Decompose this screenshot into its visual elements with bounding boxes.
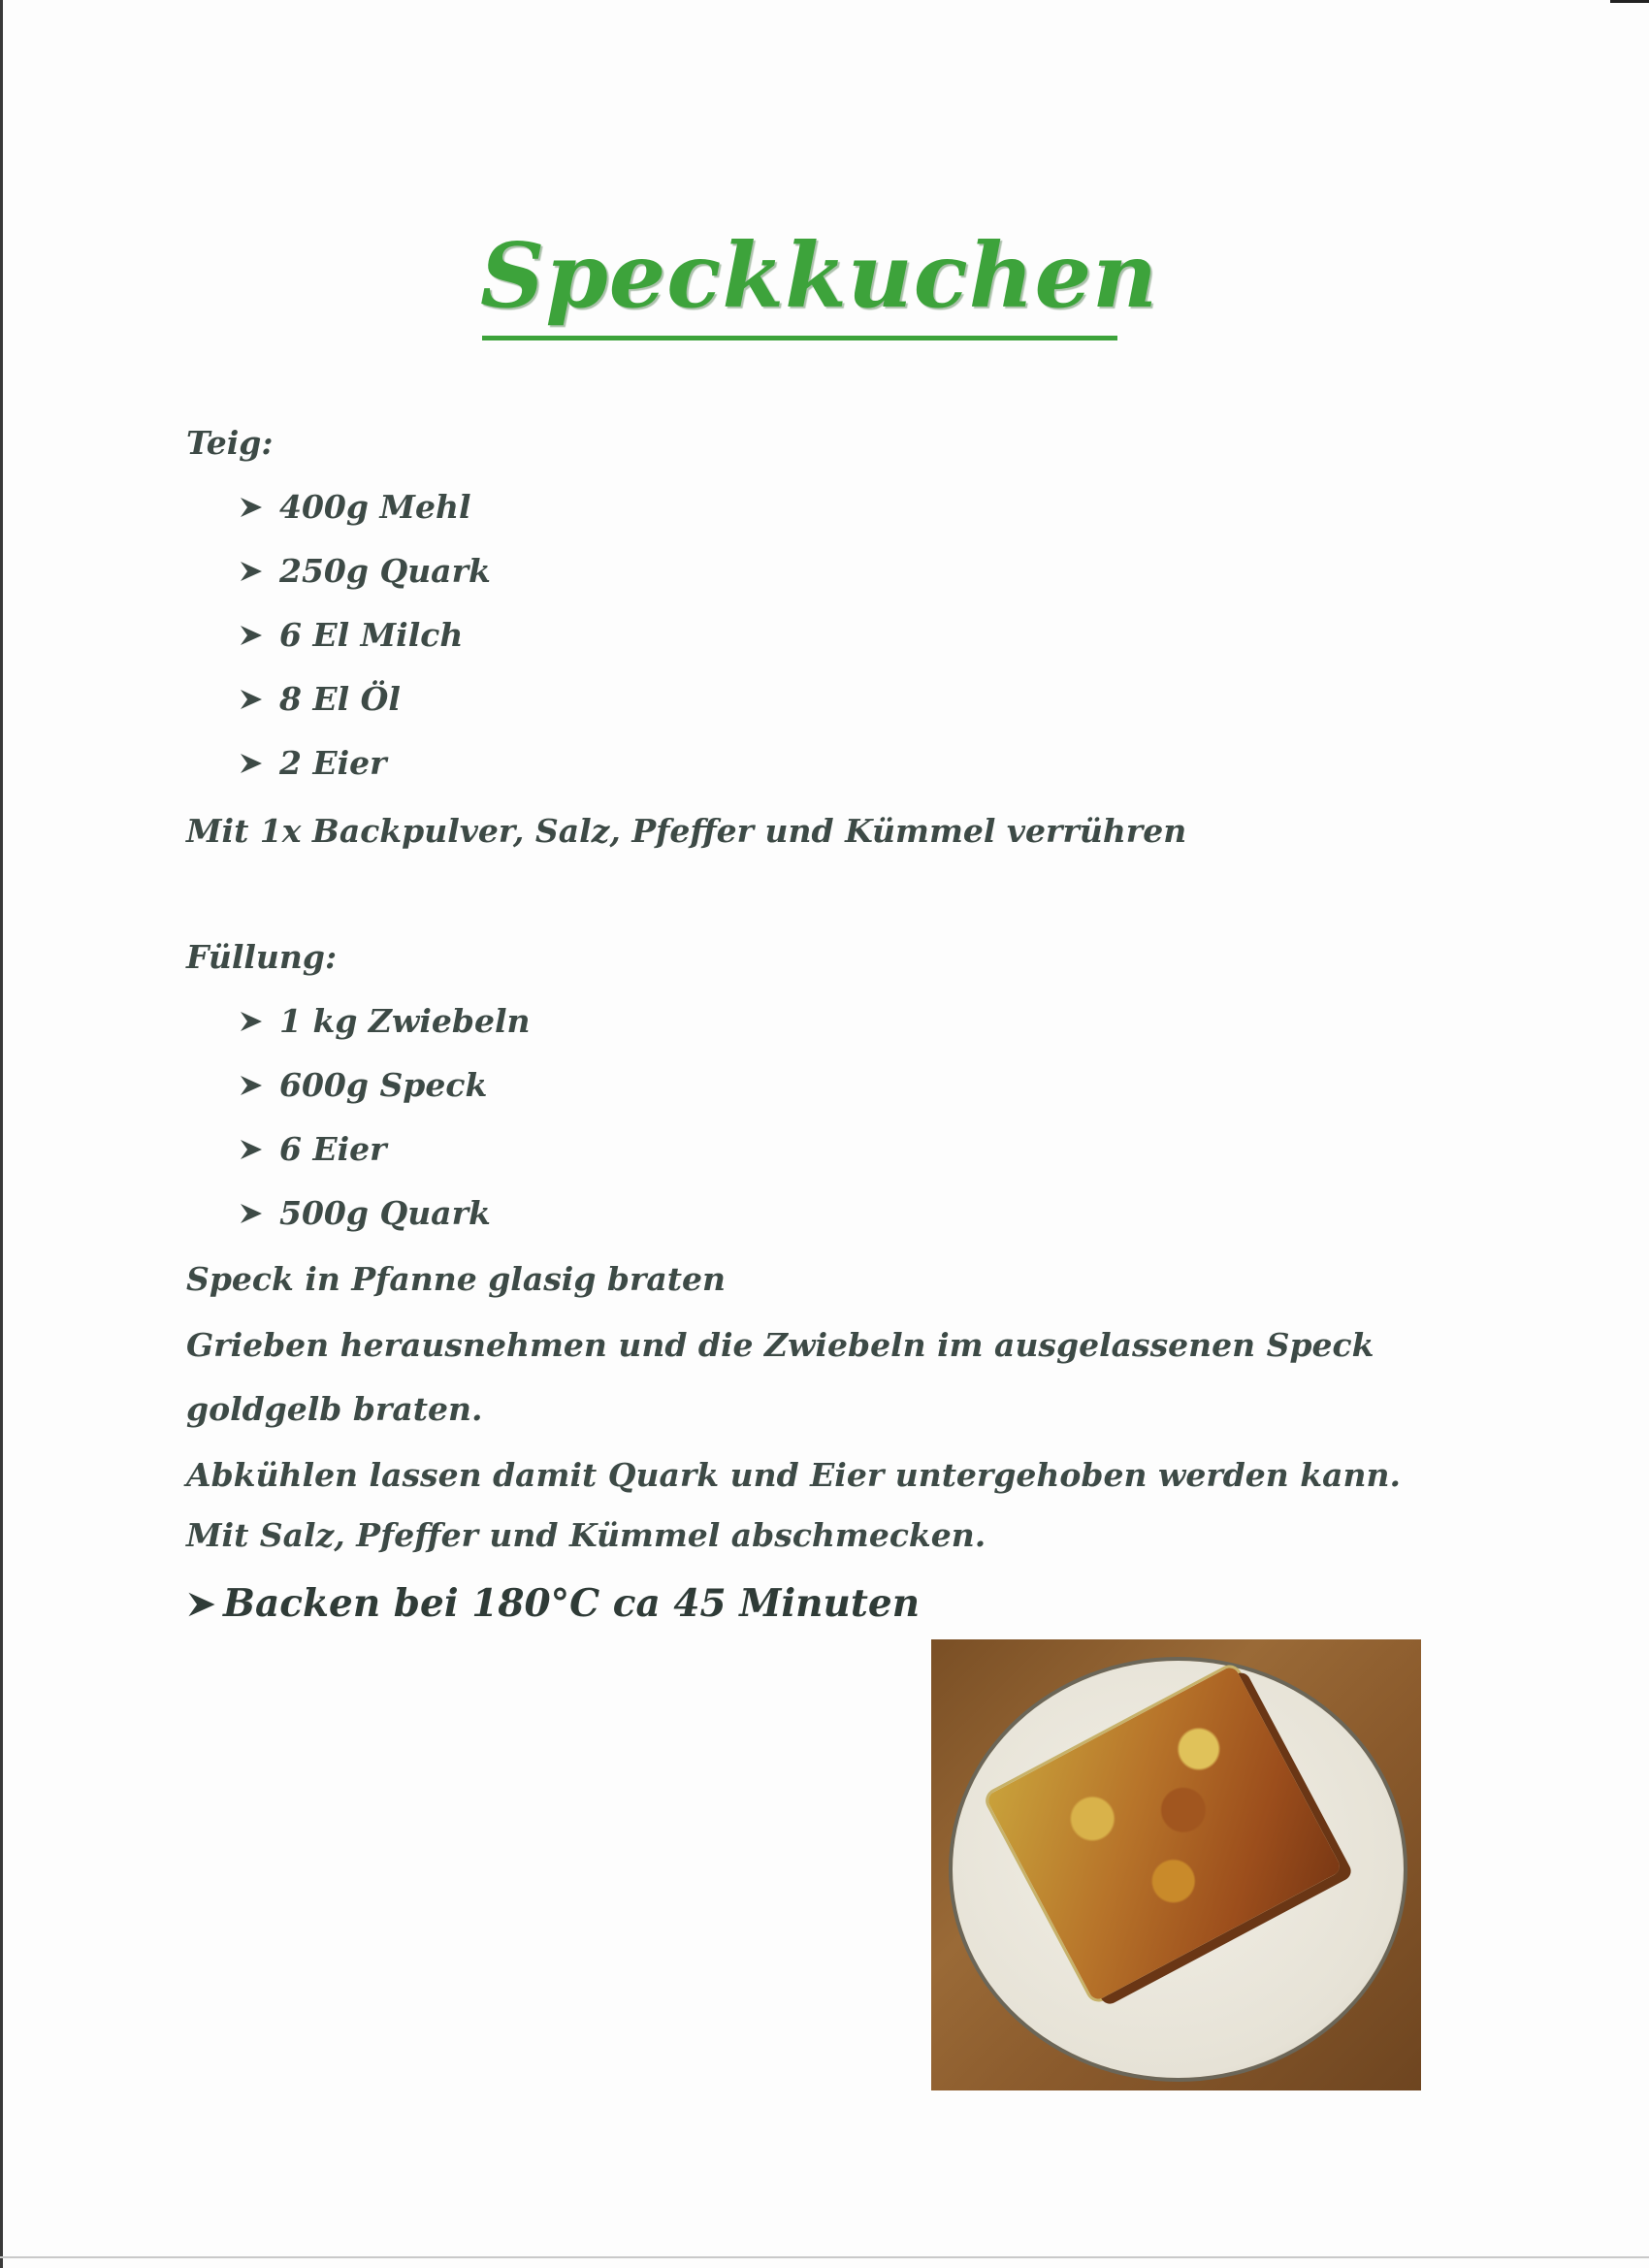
list-item [239, 680, 401, 718]
fuellung-heading: Füllung: [186, 938, 338, 976]
ingredient-text: 400g Mehl [279, 488, 471, 526]
list-item [239, 552, 491, 590]
teig-instruction: Mit 1x Backpulver, Salz, Pfeffer und Kümmel verrühren [186, 812, 1187, 850]
instruction-line: goldgelb braten. [186, 1390, 483, 1428]
arrowhead-bullet-icon [239, 623, 264, 648]
instruction-line: Mit Salz, Pfeffer und Kümmel abschmecken. [186, 1516, 986, 1554]
arrowhead-bullet-icon [186, 1589, 217, 1620]
scan-bottom-edge [0, 2256, 1649, 2258]
arrowhead-bullet-icon [239, 559, 264, 584]
list-item [239, 1194, 491, 1232]
ingredient-text: 8 El Öl [279, 680, 401, 718]
arrowhead-bullet-icon [239, 1201, 264, 1226]
list-item [239, 616, 464, 654]
instruction-line: Grieben herausnehmen und die Zwiebeln im ausgelassenen Speck [186, 1326, 1374, 1364]
instruction-line: Abkühlen lassen damit Quark und Eier untergehoben werden kann. [186, 1456, 1402, 1494]
list-item [239, 488, 471, 526]
scan-corner-mark [1610, 0, 1649, 3]
list-item [239, 1066, 488, 1104]
baking-text: Backen bei 180°C ca 45 Minuten [223, 1581, 921, 1626]
arrowhead-bullet-icon [239, 1073, 264, 1098]
ingredient-text: 600g Speck [279, 1066, 488, 1104]
ingredient-text: 2 Eier [279, 744, 387, 782]
ingredient-text: 500g Quark [279, 1194, 491, 1232]
teig-heading: Teig: [186, 424, 274, 462]
scan-edge [0, 0, 3, 2268]
list-item [239, 744, 387, 782]
arrowhead-bullet-icon [239, 495, 264, 520]
instruction-line: Speck in Pfanne glasig braten [186, 1260, 726, 1298]
list-item [239, 1002, 531, 1040]
arrowhead-bullet-icon [239, 751, 264, 776]
ingredient-text: 6 Eier [279, 1130, 387, 1168]
arrowhead-bullet-icon [239, 1137, 264, 1162]
recipe-title: Speckkuchen [480, 223, 1159, 328]
arrowhead-bullet-icon [239, 687, 264, 712]
arrowhead-bullet-icon [239, 1009, 264, 1034]
title-underline [482, 336, 1117, 340]
baking-instruction [186, 1581, 921, 1626]
ingredient-text: 1 kg Zwiebeln [279, 1002, 531, 1040]
cake-photo [931, 1639, 1421, 2090]
list-item [239, 1130, 387, 1168]
ingredient-text: 250g Quark [279, 552, 491, 590]
ingredient-text: 6 El Milch [279, 616, 464, 654]
